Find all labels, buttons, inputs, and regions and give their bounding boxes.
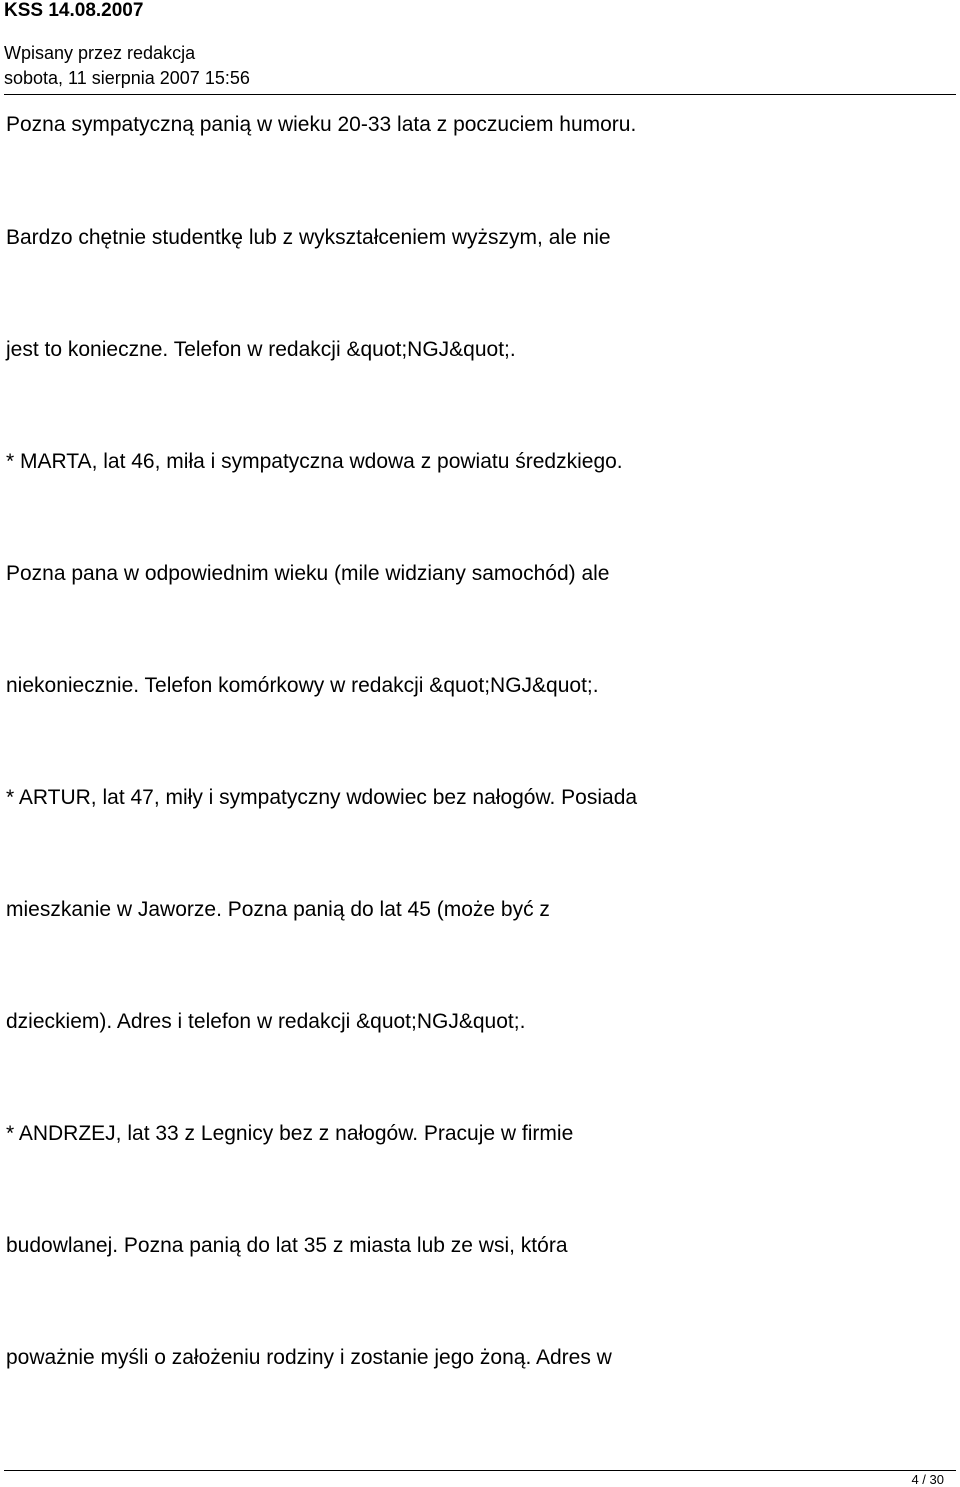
body-line-4: * MARTA, lat 46, miła i sympatyczna wdowa z powiatu średzkiego. bbox=[6, 450, 623, 473]
body-line-1: Pozna sympatyczną panią w wieku 20-33 lata z poczuciem humoru. bbox=[6, 113, 637, 136]
footer-divider bbox=[4, 1470, 956, 1471]
body-line-10: * ANDRZEJ, lat 33 z Legnicy bez z nałogów. Pracuje w firmie bbox=[6, 1122, 574, 1145]
header-divider bbox=[4, 94, 956, 95]
date-line: sobota, 11 sierpnia 2007 15:56 bbox=[4, 68, 250, 88]
body-line-7: * ARTUR, lat 47, miły i sympatyczny wdowiec bez nałogów. Posiada bbox=[6, 786, 638, 809]
body-line-6: niekoniecznie. Telefon komórkowy w redakcji &quot;NGJ&quot;. bbox=[6, 674, 599, 697]
author-line: Wpisany przez redakcja bbox=[4, 43, 196, 63]
body-line-8: mieszkanie w Jaworze. Pozna panią do lat 45 (może być z bbox=[6, 898, 550, 921]
document-title: KSS 14.08.2007 bbox=[4, 0, 144, 21]
body-line-9: dzieckiem). Adres i telefon w redakcji &quot;NGJ&quot;. bbox=[6, 1010, 526, 1033]
page-number: 4 / 30 bbox=[911, 1472, 944, 1487]
body-line-2: Bardzo chętnie studentkę lub z wykształceniem wyższym, ale nie bbox=[6, 226, 611, 249]
body-line-11: budowlanej. Pozna panią do lat 35 z miasta lub ze wsi, która bbox=[6, 1234, 568, 1257]
body-line-5: Pozna pana w odpowiednim wieku (mile widziany samochód) ale bbox=[6, 562, 610, 585]
body-line-12: poważnie myśli o założeniu rodziny i zostanie jego żoną. Adres w bbox=[6, 1346, 612, 1369]
body-line-3: jest to konieczne. Telefon w redakcji &quot;NGJ&quot;. bbox=[6, 338, 516, 361]
